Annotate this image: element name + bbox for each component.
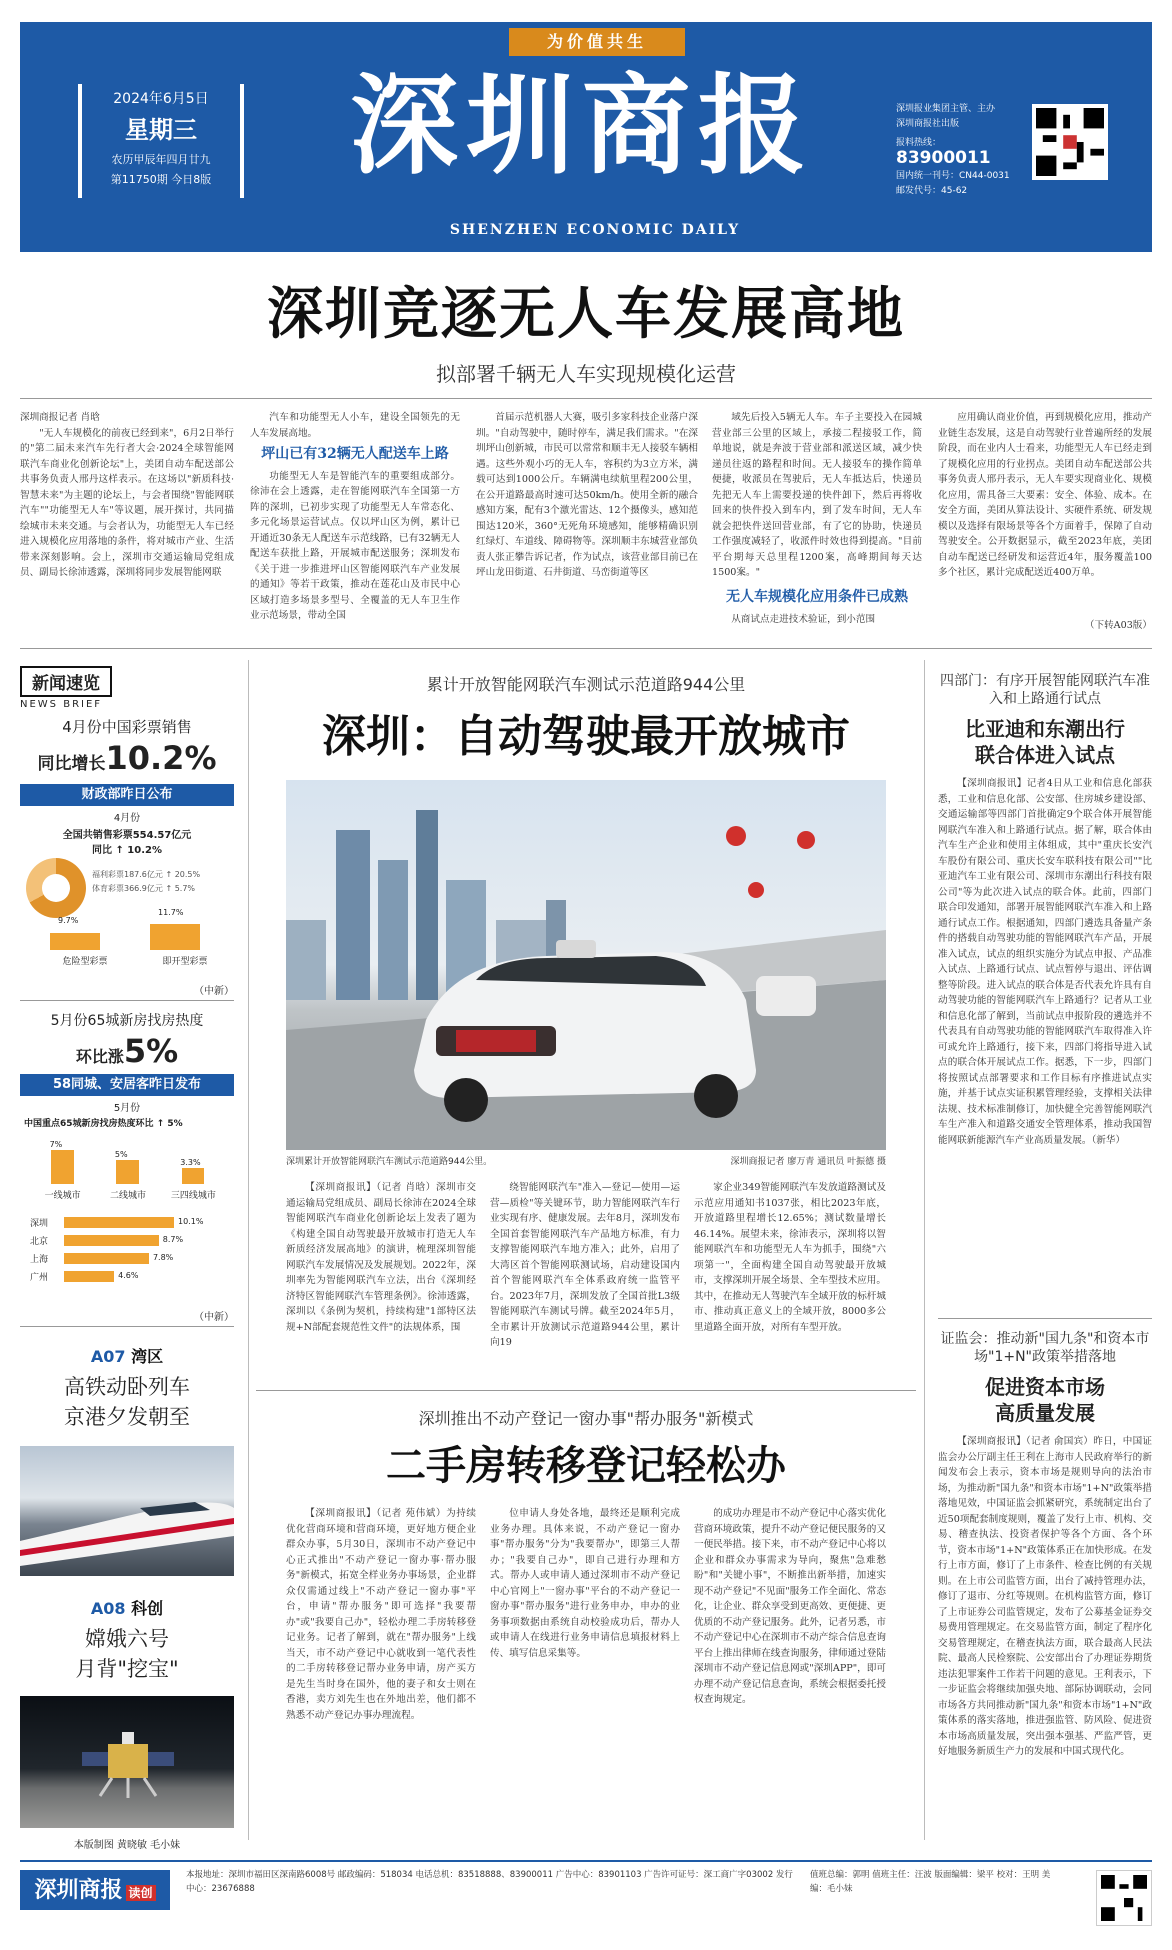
issue-date: 2024年6月5日: [113, 91, 209, 107]
footer-logo[interactable]: [20, 1870, 170, 1910]
donut-hole: [42, 874, 70, 902]
issue-number: 第11750期 今日8版: [110, 173, 212, 186]
news-brief-header: [20, 666, 234, 710]
lead-column-3: [476, 410, 698, 640]
lead-column-1: [20, 410, 234, 640]
footer-qr-icon[interactable]: [1096, 1870, 1152, 1926]
divider: [20, 398, 1152, 399]
right-kicker-1: 四部门：有序开展智能网联汽车准入和上路通行试点: [940, 673, 1150, 707]
tier-name-1: 二线城市: [109, 1191, 146, 1201]
publication-code: 国内统一刊号：CN44-0031: [896, 171, 1010, 181]
city-bar-label-1: 8.7%: [162, 1235, 184, 1244]
right-headline-1: [938, 716, 1152, 768]
photo-caption: 深圳累计开放智能网联汽车测试示范道路944公里。: [286, 1157, 493, 1167]
brief-lottery-value: 10.2%: [105, 739, 217, 777]
tier-bar-label-0: 7%: [49, 1140, 63, 1149]
city-name-2: 上海: [30, 1255, 49, 1265]
lead-column-4: [712, 410, 922, 640]
right-story-2-text: 【深圳商报讯】（记者 俞国宾）昨日，中国证监会办公厅副主任王利在上海市人民政府举行的新闻发布会上表示，资本市场是规则导向的法治市场，为推动新"国九条"和资本市场"1+N"政策举措落地见效，中国证监会抓紧研究，系统制定出台了近50项配套制度规则，覆盖了发行上市、机构、交易、稽查执法、投资者保护等各个方面、各个环节，资本市场"1+N"政策体系正在加快形成。在发行上市方面，修订了上市条件、检查比例的有关规则。在上市公司监管方面，出台了减持管理办法，修订了退市、分红等规则。在机构监管方面，修订了上市证券公司监管规定，发布了公募基金证券交易费用管理规定。在交易监管方面，制定了程序化交易管理规定，在稽查执法方面，联合最高人民法院、最高人民检察院、公安部出台了办理证券期货违法犯罪案件工作若干问题的意见。王利表示，下一步证监会将继续加强央地、部际协调联动，会同市场各方共同推动新"国九条"和资本市场"1+N"政策体系的落实落地，推进强监管、防风险、促进资本市场高质量发展，突出强本强基、严监严管，更好地服务新质生产力的发展和中国式现代化。: [938, 1436, 1152, 1757]
right-story-2: [938, 1434, 1152, 1838]
feature-kicker: 累计开放智能网联汽车测试示范道路944公里: [426, 675, 746, 694]
lead-subheadline: 拟部署千辆无人车实现规模化运营: [436, 362, 736, 386]
footer-address: 本报地址：深圳市福田区深南路6008号 邮政编码：518034 电话总机：83518888、83900011 广告中心：83901103 广告许可证号：深工商广字03002 发行中心：23676888: [186, 1870, 793, 1894]
city-name-0: 深圳: [30, 1219, 49, 1229]
masthead-english: SHENZHEN ECONOMIC DAILY: [449, 222, 741, 238]
tier-name-2: 三四线城市: [170, 1191, 216, 1201]
housing-source: （中新）: [194, 1312, 234, 1323]
a07-section: 湾区: [131, 1347, 164, 1366]
tier-bar-label-1: 5%: [114, 1149, 128, 1159]
tier-labels: [30, 1188, 226, 1202]
masthead-title: 深圳商报: [350, 63, 815, 189]
column-divider: [248, 660, 249, 1840]
lottery-cat1: 危险型彩票: [62, 957, 108, 967]
footer-logo-text: 深圳商报: [34, 1877, 123, 1903]
second-col2-text: 位申请人身处各地，最终还是顺利完成业务办理。具体来说，不动产登记一窗办事"帮办服务"分为"我要帮办"，即第三人帮办；"我要自己办"，即自己进行办理和方式。帮办人或申请人通过深圳市不动产登记中心官网上"一窗办事"平台的不动产登记一窗办事"帮办服务"进行业务申办，申办的业务事项数据由系统自动校验成功后，帮办人或申请人在线进行业务申请信息填报材料上传、填写信息采集等。: [490, 1508, 680, 1659]
right-story-1: [938, 776, 1152, 1312]
city-bar-2: [64, 1253, 149, 1264]
lead-col2-body: 功能型无人车是智能汽车的重要组成部分。徐沛在会上透露，走在智能网联汽车全国第一方阵的深圳，已初步实现了功能型无人车常态化、多元化场景运营试点。仅以坪山区为例，累计已开通近30条无人配送车示范线路，已有32辆无人配送车获批上路，开展城市配送服务；深圳发布《关于进一步推进坪山区智能网联汽车产业发展的通知》等若干政策，推动在莲花山及市民中心区域打造多场景多型号、全覆盖的无人车卫生作业示范场景，带动全国: [250, 470, 460, 621]
date-box: [78, 84, 244, 198]
brief-lottery-title: 4月份中国彩票销售: [62, 718, 192, 736]
right-headline-2: [938, 1374, 1152, 1426]
lead-byline: 深圳商报记者 肖晗: [20, 412, 100, 423]
feature-column-2: [490, 1180, 680, 1378]
divider: [938, 1318, 1152, 1319]
lottery-bars: [40, 908, 220, 950]
train-photo[interactable]: [20, 1446, 234, 1576]
divider: [20, 1326, 234, 1327]
column-divider: [924, 660, 925, 1840]
footer-logo-sub: 读创: [126, 1885, 156, 1901]
housing-subtitle: 中国重点65城新房找房热度环比 ↑ 5%: [24, 1119, 183, 1129]
a07-title-2: 京港夕发朝至: [64, 1405, 190, 1429]
tier-bar-1: [116, 1160, 139, 1184]
a08-title-1: 嫦娥六号: [85, 1627, 169, 1651]
brief-lottery-prefix: 同比增长: [37, 754, 106, 774]
lottery-yoy: 同比 ↑ 10.2%: [91, 845, 163, 856]
continued-note[interactable]: （下转A03版）: [1084, 620, 1152, 631]
second-column-1: [286, 1506, 476, 1836]
feature-col3-text: 家企业349智能网联汽车发放道路测试及示范应用通知书1037张，相比2023年底，开放道路里程增长12.65%；测试数量增长46.14%。展望未来，徐沛表示，深圳将以智能网联汽车和功能型无人车为抓手，围绕"六项第一"，全面构建全国自动驾驶最开放城市，支撑深圳开展全场景、全车型技术应用。其中，在推动无人驾驶汽车全域开放的标杆城市、推动真正意义上的全域开放，8000多公里道路全面开放，对所有车型开放。: [694, 1182, 886, 1333]
legend-sports: 体育彩票366.9亿元 ↑ 5.7%: [92, 884, 196, 893]
feature-photo[interactable]: [286, 780, 886, 1150]
feature-column-1: [286, 1180, 476, 1378]
a07-page: A07: [90, 1347, 126, 1366]
hotline-label: 报料热线：: [896, 138, 942, 148]
divider: [20, 648, 1152, 649]
publisher-line1: 深圳报业集团主管、主办: [896, 104, 996, 114]
right-headline-1a: 比亚迪和东潮出行: [965, 717, 1125, 741]
brief-housing-prefix: 环比涨: [75, 1047, 124, 1066]
city-bar-label-2: 7.8%: [152, 1253, 174, 1262]
lead-col2-subhead: 坪山已有32辆无人配送车上路: [261, 446, 449, 462]
lead-headline: 深圳竞逐无人车发展高地: [267, 281, 905, 347]
lead-col3-text: 首届示范机器人大赛，吸引多家科技企业落户深圳。"自动驾驶中，随时停车，满足我们需求。"在深圳坪山创新城，市民可以常常和顺丰无人接驳车辆相遇。这些外观小巧的无人车，容积约为3立方米，满载可达到1000公斤。车辆满电续航里程200公里，在公开道路最高时速可达50km/h。使用全新的融合感知方案，配有3个激光雷达、12个摄像头，感知范围达120米，360°无死角环境感知，能够精确识别红绿灯、车道线、障碍物等。深圳顺丰东城营业部负责人张正攀告诉记者，作为试点，该营业部目前已在坪山龙田街道、石井街道、马峦街道等区: [476, 412, 698, 578]
second-col3-text: 的成功办理是市不动产登记中心落实优化营商环境政策，提升不动产登记便民服务的又一便民举措。接下来，市不动产登记中心将以企业和群众办事需求为导向，聚焦"急难愁盼"和"关键小事"，不断推出新举措，加速实现不动产登记"不见面"服务工作全面化、常态化，让企业、群众享受到更高效、更便捷、更优质的不动产登记服务。此外，记者另悉，市不动产登记中心在深圳市不动产综合信息查询平台上推出律师在线查询服务，律师通过登陆深圳市不动产登记信息网或"深圳APP"，即可办理不动产登记信息查询，系统会根据委托授权查询规定。: [694, 1508, 886, 1705]
a07-title-1: 高铁动卧列车: [64, 1375, 190, 1399]
right-headline-2a: 促进资本市场: [985, 1375, 1105, 1399]
second-column-3: [694, 1506, 886, 1836]
publisher-info: [896, 102, 1026, 199]
lottery-bar-2: [150, 924, 200, 950]
housing-chart-title: 58同城、安居客昨日发布: [20, 1074, 234, 1096]
feature-column-3: [694, 1180, 886, 1378]
lottery-cat2: 即开型彩票: [162, 957, 208, 967]
right-headline-2b: 高质量发展: [995, 1401, 1095, 1425]
a08-page: A08: [90, 1599, 126, 1618]
second-col1-text: 【深圳商报讯】（记者 苑伟斌）为持续优化营商环境和营商环境，更好地方便企业群众办事，5月30日，深圳市不动产登记中心正式推出"不动产登记一窗办事·帮办服务"新模式，拓宽全样业务办事场景，企业群众仅需通过线上"不动产登记一窗办事"平台，申请"帮办服务"即可选择"我要帮办"或"我要自己办"，轻松办理二手房转移登记业务。记者了解到，就在"帮办服务"上线当天，市不动产登记中心就收到一笔代表性的二手房转移登记帮办业务申请，房产买方是先生当时身在国外，他的妻子和女士则在香港，卖方刘先生也在外地出差，他们都不熟悉不动产登记办事办理流程。: [286, 1508, 476, 1721]
lead-column-2: [250, 410, 460, 640]
lead-col5-text: 应用确认商业价值，再到规模化应用，推动产业链生态发展，这是自动驾驶行业普遍所经的发展阶段，而在业内人士看来，功能型无人车已经走到了规模化应用的行业拐点。美团自动车配送部公共事务负责人邢丹表示，无人车要实现商业化、规模化应用，需具备三大要素：安全、体验、成本。在安全方面，美团从算法设计、实硬件系统、研发规模以及选择有限场景等各个方面着手，保障了自动驾驶安全。公开数据显示，截至2023年底，美团自动车配送已经研发和运营近4年，服务覆盖100多个社区，累计完成配送近400万单。: [938, 412, 1152, 578]
divider: [256, 1390, 916, 1391]
lead-col4-text: 域先后投入5辆无人车。车子主要投入在园城营业部三公里的区域上，承接二程接驳工作，简单地说，就是奔波于营业部和派送区域，减少快递员往返的路程和时间。无人接驳车的操作简单便捷，收派员在驾驶后，无人车抵达后，快递员先把无人车上需要投递的快件卸下，然后再将收回来的快件投入到车内，到了发车时间，无人车就会把快件送回营业部，有了它的协助，快递员工作强度减轻了，收派件时效也得到提高。"目前平台期每天总里程1200案，高峰期间每天达1500案。": [712, 412, 922, 578]
postal-code: 邮发代号：45-62: [896, 186, 968, 196]
footer-rule: [20, 1860, 1152, 1862]
lead-col4-tail: 从商试点走进技术验证，到小范围: [731, 613, 876, 625]
lottery-legend: [92, 868, 200, 896]
brief-item-housing[interactable]: [20, 1010, 234, 1070]
a08-title-2: 月背"挖宝": [75, 1657, 179, 1681]
lottery-bar1-label: 9.7%: [58, 916, 79, 925]
brief-item-lottery[interactable]: [20, 716, 234, 777]
weekday: 星期三: [125, 116, 197, 144]
city-bar-1: [64, 1235, 159, 1246]
tier-name-0: 一线城市: [44, 1191, 81, 1201]
right-story-1-text: 【深圳商报讯】记者4日从工业和信息化部获悉，工业和信息化部、公安部、住房城乡建设部、交通运输部等四部门首批确定9个联合体开展智能网联汽车准入和上路通行试点。据了解，联合体由汽车生产企业和使用主体组成，其中"重庆长安汽车股份有限公司、重庆长安车联科技有限公司""比亚迪汽车工业有限公司、深圳市东潮出行科技有限公司"等为此次进入试点的联合体。此前，四部门联合印发通知，部署开展智能网联汽车准入和上路通行试点工作。根据通知，四部门遴选具备量产条件的搭载自动驾驶功能的智能网联汽车产品，开展准入试点，试点的组织实施分为试点申报、产品准入试点、上路通行试点、试点暂停与退出、评估调整等阶段。进入试点的联合体是否代表允许具有自动驾驶功能的智能网联汽车上路通行？记者从工业和信息化部了解到，当前试点申报阶段的遴选并不代表具有自动驾驶功能的智能网联汽车取得准入许可或允许上路通行，接下来，四部门将指导进入试点的联合体开展试点工作。据悉，下一步，四部门将按照试点部署要求和工作目标有序推进试点实施，并基于试点实证积累管理经验，支撑相关法律法规、技术标准制修订，加快健全完善智能网联汽车生产准入和道路交通安全管理体系，推动我国智能网联新能源汽车产业高质量发展。（新华）: [938, 778, 1152, 1146]
housing-month: 5月份: [113, 1103, 141, 1114]
divider: [20, 1000, 234, 1001]
footer-editors: 值班总编：郭明 值班主任：汪波 版面编辑：梁平 校对：王明 美编：毛小妹: [810, 1870, 1051, 1894]
lead-col2-text: 汽车和功能型无人小车，建设全国领先的无人车发展高地。: [250, 412, 460, 439]
lottery-bar-1: [50, 933, 100, 950]
news-brief-en: NEWS BRIEF: [20, 699, 103, 710]
lottery-chart: [20, 784, 234, 974]
feature-col2-text: 绕智能网联汽车"准入—登记—使用—运营—质检"等关键环节，助力智能网联汽车行业实现有序、健康发展。去年8月，深圳发布全国首套智能网联汽车产品地方标准，有力支撑智能网联汽车地方准入；此外，启用了大湾区首个智能网联测试场，启动建设国内首个智能网联汽车全体系政府统一监管平台。2023年7月，深圳发放了全国首批L3级智能网联汽车测试号牌。截至2024年5月，全市累计开放测试示范道路944公里，累计向19: [490, 1182, 680, 1348]
hotline-number: 83900011: [896, 148, 991, 168]
city-bars: [30, 1214, 226, 1294]
lottery-chart-title: 财政部昨日公布: [20, 784, 234, 806]
second-kicker: 深圳推出不动产登记一窗办事"帮办服务"新模式: [418, 1409, 754, 1428]
feature-col1-text: 【深圳商报讯】（记者 肖晗）深圳市交通运输局党组成员、副局长徐沛在2024全球智能网联汽车商业化创新论坛上发表了题为《构建全国自动驾驶最开放城市打造无人车新质经济发展高地》的演讲，梳理深圳智能网联汽车发展情况及发展规划。2022年，深圳率先为智能网联汽车立法，出台《深圳经济特区智能网联汽车管理条例》。徐沛透露，深圳以《条例为契机，持续构建"1部特区法规+N部配套规范性文件"的法规体系，围: [286, 1182, 476, 1333]
city-name-1: 北京: [30, 1237, 49, 1247]
second-headline: 二手房转移登记轻松办: [386, 1443, 786, 1489]
city-name-3: 广州: [30, 1273, 49, 1283]
lunar-date: 农历甲辰年四月廿九: [111, 153, 211, 166]
a08-teaser[interactable]: [20, 1596, 234, 1683]
lottery-month: 4月份: [113, 813, 141, 824]
tier-bar-0: [51, 1150, 74, 1184]
a08-section: 科创: [131, 1599, 164, 1618]
a07-teaser[interactable]: [20, 1344, 234, 1431]
tier-bar-2: [182, 1168, 205, 1184]
tier-bar-label-2: 3.3%: [180, 1157, 201, 1167]
qr-code-icon[interactable]: [1032, 104, 1108, 180]
legend-welfare: 福利彩票187.6亿元 ↑ 20.5%: [92, 870, 201, 879]
city-bar-label-3: 4.6%: [118, 1271, 139, 1280]
lead-col1-text: "无人车规模化的前夜已经到来"，6月2日举行的"第二届未来汽车先行者大会·2024全球智能网联汽车商业化创新论坛"上，美团自动车配送部公共事务负责人邢丹这样表示。在这场以"新质科技·智慧未来"为主题的论坛上，与会者围绕"智能网联汽车""功能型无人车"等议题，展开探讨，共同描绘城市未来交通。与会者认为，功能型无人车已经进入规模化应用落地的条件，将对城市产业、生活带来深刻影响。会上，深圳市交通运输局党组成员、副局长徐沛透露，深圳将同步发展智能网联: [20, 427, 234, 578]
lead-col4-subhead: 无人车规模化应用条件已成熟: [726, 589, 908, 605]
tier-bars: [30, 1136, 226, 1184]
lead-column-5: [938, 410, 1152, 640]
slogan-label: 为价值共生: [509, 28, 685, 56]
city-bar-3: [64, 1271, 114, 1282]
lottery-source: （中新）: [194, 986, 234, 997]
feature-headline: 深圳：自动驾驶最开放城市: [322, 711, 850, 762]
city-bar-0: [64, 1217, 174, 1228]
housing-chart: [20, 1074, 234, 1304]
city-bar-label-0: 10.1%: [178, 1217, 204, 1226]
sidebar-editors: 本版制图 黄晓敏 毛小妹: [73, 1840, 181, 1851]
lottery-bar2-label: 11.7%: [158, 908, 184, 917]
brief-housing-title: 5月份65城新房找房热度: [50, 1013, 204, 1029]
second-column-2: [490, 1506, 680, 1836]
brief-housing-value: 5%: [123, 1032, 179, 1070]
lunar-probe-photo[interactable]: [20, 1696, 234, 1828]
right-headline-1b: 联合体进入试点: [975, 743, 1115, 767]
photo-credit: 深圳商报记者 廖万青 通讯员 叶振德 摄: [730, 1157, 886, 1167]
lottery-total: 全国共销售彩票554.57亿元: [62, 830, 192, 841]
right-kicker-2: 证监会：推动新"国九条"和资本市场"1+N"政策举措落地: [940, 1331, 1150, 1365]
publisher-line2: 深圳商报社出版: [896, 119, 960, 129]
news-brief-tag: 新闻速览: [20, 666, 112, 697]
